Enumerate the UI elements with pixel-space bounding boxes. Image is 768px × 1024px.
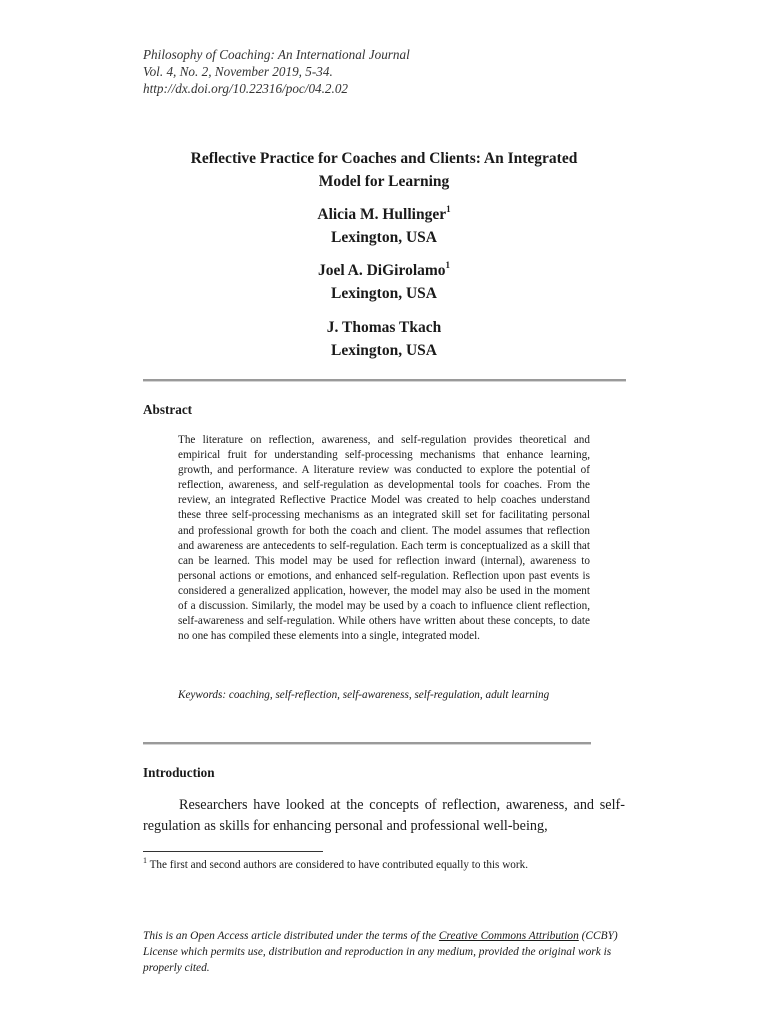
divider-top [143, 379, 626, 382]
keywords: Keywords: coaching, self-reflection, self-awareness, self-regulation, adult learning [178, 689, 550, 701]
paper-title-line-1: Reflective Practice for Coaches and Clients: An Integrated [190, 150, 578, 167]
author-block-1 [144, 203, 624, 249]
author-location: Lexington, USA [331, 285, 437, 302]
author-name: Joel A. DiGirolamo [317, 262, 446, 279]
abstract-heading: Abstract [143, 402, 193, 417]
author-name: Alicia M. Hullinger [317, 206, 447, 223]
creative-commons-link[interactable]: Creative Commons Attribution [438, 930, 579, 942]
footnote-separator [143, 851, 323, 852]
license-prefix: This is an Open Access article distributed under the terms of the [143, 930, 439, 942]
paper-title-line-2: Model for Learning [318, 173, 450, 190]
abstract-text: The literature on reflection, awareness, and self-regulation provides theoretical and empirical fruit for understanding self-processing mechanisms that enhance learning, growth, and performance. A literature review was conducted to explore the potential of reflection, awareness, and self-regulation as developmental tools for coaches. From the review, an integrated Reflective Practice Model was created to help coaches understand these three self-processing mechanisms as an integrated skill set for facilitating personal and professional growth for both the coach and client. The model assumes that reflection and awareness are antecedents to self-regulation. Each term is conceptualized as a skill that can be learned. This model may be used for reflection inward (internal), awareness to personal actions or emotions, and enhanced self-regulation. Reflection upon past events is considered a generalized application, however, the model may also be used in the moment of a discussion. Similarly, the model may be used by a coach to influence client reflection, self-awareness and self-regulation. While others have written about these concepts, to date no one has compiled these elements into a single, integrated model. [178, 434, 590, 643]
journal-volume: Vol. 4, No. 2, November 2019, 5-34. [143, 64, 333, 79]
license-suffix: (CCBY) License which permits use, distribution and reproduction in any medium, provided the original work is properly cited. [143, 930, 618, 974]
author-location: Lexington, USA [331, 342, 437, 359]
license-notice [143, 928, 623, 976]
author-block-2 [144, 259, 624, 305]
journal-name: Philosophy of Coaching: An International Journal [143, 47, 410, 62]
author-block-3 [144, 316, 624, 362]
author-location: Lexington, USA [331, 229, 437, 246]
author-name: J. Thomas Tkach [326, 319, 442, 336]
journal-header [143, 46, 410, 97]
introduction-paragraph: Researchers have looked at the concepts of reflection, awareness, and self-regulation as skills for enhancing personal and professional well-being, [143, 797, 625, 834]
author-footnote-marker[interactable]: 1 [446, 204, 451, 214]
introduction-text [143, 795, 625, 836]
paper-title [144, 147, 624, 193]
footnote-text: The first and second authors are considered to have contributed equally to this work. [147, 859, 528, 871]
divider-bottom [143, 742, 591, 745]
footnote [143, 858, 528, 873]
footnote-marker: 1 [143, 856, 147, 865]
author-footnote-marker[interactable]: 1 [445, 260, 451, 270]
journal-doi[interactable]: http://dx.doi.org/10.22316/poc/04.2.02 [143, 81, 349, 96]
introduction-heading: Introduction [143, 765, 215, 780]
